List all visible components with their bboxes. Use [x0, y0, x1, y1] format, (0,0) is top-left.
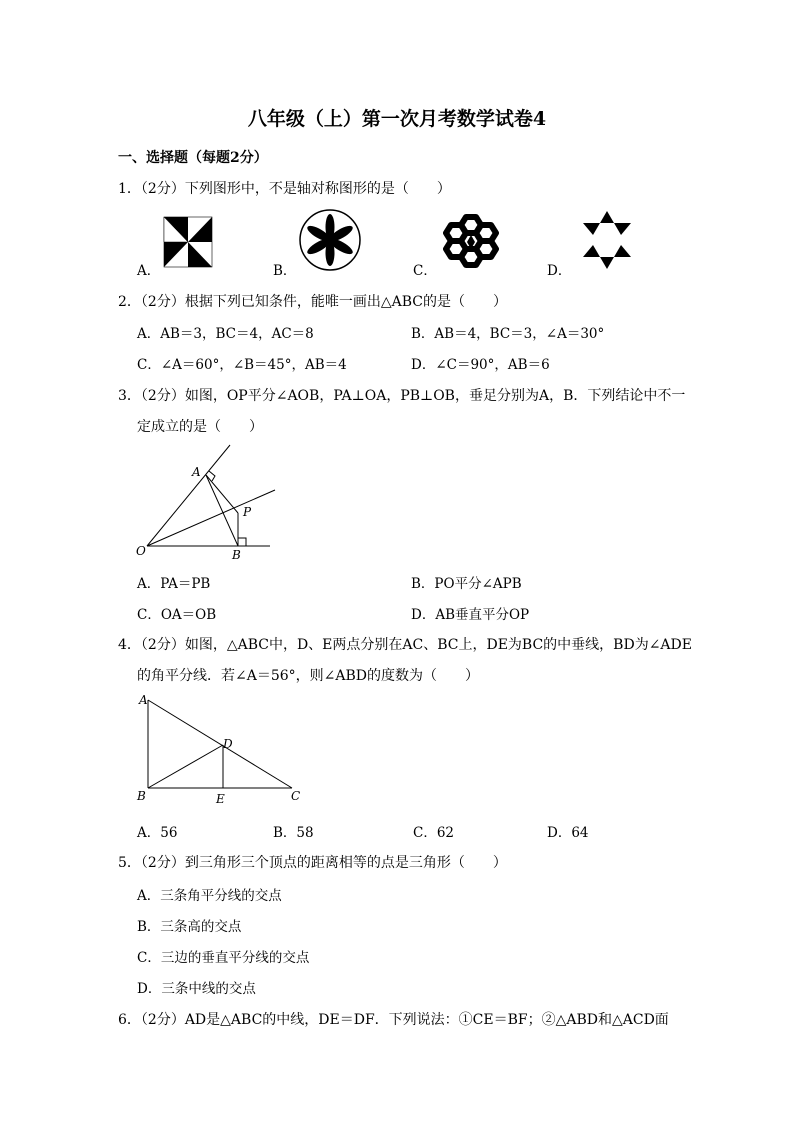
q4-geometry-figure [130, 690, 310, 808]
label-e: E [216, 792, 225, 806]
q1-option-c-label: C． [413, 263, 437, 279]
section-heading: 一、选择题（每题2分） [118, 150, 268, 166]
question-6-text: 6．（2分）AD是△ABC的中线，DE＝DF．下列说法：①CE＝BF；②△ABD和△ACD面 [118, 1012, 669, 1028]
segment-bd [148, 745, 223, 788]
q1-option-b-label: B． [273, 263, 297, 279]
question-4-text-line1: 4．（2分）如图，△ABC中，D、E两点分别在AC、BC上，DE为BC的中垂线，BD为∠ADE [118, 637, 692, 653]
side-ac [148, 700, 292, 788]
q4-option-a: A．56 [137, 825, 178, 841]
star-of-david-icon [579, 209, 635, 271]
q4-option-c: C．62 [413, 825, 455, 841]
q5-option-b: B．三条高的交点 [137, 919, 242, 935]
question-3-text-line1: 3．（2分）如图，OP平分∠AOB，PA⊥OA，PB⊥OB，垂足分别为A，B．下列结论中不一 [118, 388, 686, 404]
q3-option-a: A．PA＝PB [137, 576, 211, 592]
question-4-text-line2: 的角平分线．若∠A＝56°，则∠ABD的度数为（ ） [137, 668, 480, 684]
label-c: C [291, 789, 301, 803]
q4-option-d: D．64 [547, 825, 589, 841]
q4-option-b: B．58 [273, 825, 314, 841]
q5-option-a: A．三条角平分线的交点 [137, 888, 282, 904]
label-a: A [192, 465, 201, 479]
pinwheel-icon [163, 216, 213, 268]
q3-option-b: B．PO平分∠APB [411, 576, 522, 592]
right-angle-mark-b [238, 538, 246, 546]
q2-option-c: C．∠A＝60°，∠B＝45°，AB＝4 [137, 357, 347, 373]
q3-option-d: D．AB垂直平分OP [411, 607, 530, 623]
q1-option-d-label: D． [547, 263, 572, 279]
ray-oa [147, 445, 230, 546]
question-5-text: 5．（2分）到三角形三个顶点的距离相等的点是三角形（ ） [118, 855, 507, 871]
label-d: D [223, 737, 233, 751]
hexagon-ring-icon [439, 211, 503, 271]
label-o: O [136, 544, 146, 558]
ray-op [147, 490, 275, 546]
question-2-text: 2．（2分）根据下列已知条件，能唯一画出△ABC的是（ ） [118, 294, 507, 310]
label-b: B [137, 789, 146, 803]
label-a: A [139, 693, 148, 707]
segment-ab [206, 475, 238, 546]
q2-option-b: B．AB＝4，BC＝3，∠A＝30° [411, 326, 605, 342]
exam-title: 八年级（上）第一次月考数学试卷4 [247, 108, 547, 130]
q3-option-c: C．OA＝OB [137, 607, 217, 623]
q2-option-d: D．∠C＝90°，AB＝6 [411, 357, 550, 373]
segment-pa [206, 475, 238, 513]
flower-in-circle-icon [298, 208, 362, 272]
label-b: B [232, 548, 241, 562]
q1-option-a-label: A． [137, 263, 161, 279]
label-p: P [243, 505, 252, 519]
question-3-text-line2: 定成立的是（ ） [137, 419, 263, 435]
question-1-text: 1．（2分）下列图形中，不是轴对称图形的是（ ） [118, 181, 451, 197]
q3-geometry-figure [130, 440, 280, 565]
q5-option-c: C．三边的垂直平分线的交点 [137, 950, 310, 966]
q2-option-a: A．AB＝3，BC＝4，AC＝8 [137, 326, 314, 342]
q5-option-d: D．三条中线的交点 [137, 981, 256, 997]
